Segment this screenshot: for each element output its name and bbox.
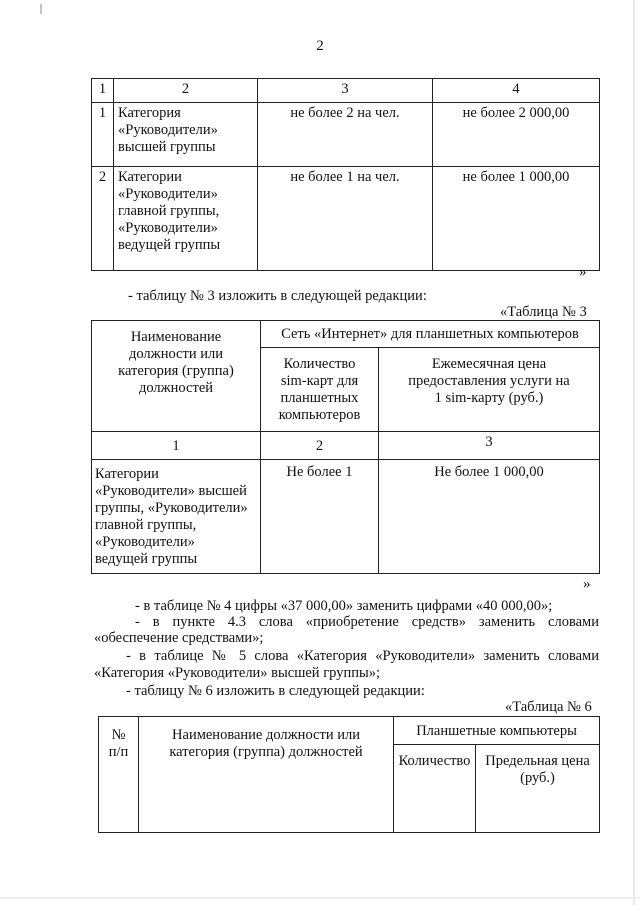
category-cell [114, 167, 258, 271]
table-6 [98, 716, 600, 833]
table-row [92, 460, 600, 574]
header-line: № [111, 727, 126, 743]
category-line: ведущей группы [95, 551, 198, 567]
header-cell: 4 [433, 79, 600, 103]
column-number: 3 [379, 432, 600, 460]
paragraph-line: «Категория «Руководители» высшей группы»; [94, 665, 380, 681]
table-row [92, 321, 600, 348]
header-cell: 3 [258, 79, 433, 103]
header-cell: 2 [114, 79, 258, 103]
header-line: компьютеров [278, 407, 361, 423]
price-cell: Не более 1 000,00 [379, 460, 600, 574]
header-line: должностей [138, 380, 214, 396]
group-header: Планшетные компьютеры [394, 717, 600, 745]
header-line: планшетных [280, 390, 359, 406]
category-line: «Руководители» [95, 534, 195, 550]
category-line: Категория [118, 105, 181, 121]
category-cell [114, 103, 258, 167]
column-header [379, 348, 600, 432]
table-row [92, 167, 600, 271]
category-line: Категории [118, 169, 182, 185]
header-line: Количество [283, 356, 356, 372]
column-header [99, 717, 139, 833]
column-header: Количество [394, 745, 476, 833]
category-cell [92, 460, 261, 574]
paragraph-line: «обеспечение средствами»; [94, 630, 264, 646]
table-row [92, 432, 600, 460]
category-line: группы, «Руководители» [95, 500, 248, 516]
header-line: Наименование [130, 329, 222, 345]
category-line: «Руководители» [118, 122, 218, 138]
column-number: 1 [92, 432, 261, 460]
quantity-cell: не более 2 на чел. [258, 103, 433, 167]
table-row [92, 103, 600, 167]
paragraph-line: - в таблице № 4 цифры «37 000,00» заменить цифрами «40 000,00»; [135, 598, 553, 614]
header-cell: 1 [92, 79, 114, 103]
column-number: 2 [261, 432, 379, 460]
page-number: 2 [316, 38, 324, 54]
group-header: Сеть «Интернет» для планшетных компьютеров [261, 321, 600, 348]
header-line: sim-карт для [280, 373, 359, 389]
table-row [92, 79, 600, 103]
category-line: «Руководители» высшей [95, 483, 247, 499]
table-caption: «Таблица № 3 [500, 304, 587, 320]
category-line: «Руководители» [118, 220, 218, 236]
column-header [139, 717, 394, 833]
header-line: Предельная цена [485, 753, 590, 769]
category-line: главной группы, [118, 203, 220, 219]
header-line: категория (группа) [118, 363, 234, 379]
header-line: Наименование должности или [172, 727, 360, 743]
closing-quote: » [579, 264, 587, 280]
header-line: Ежемесячная цена [431, 356, 547, 372]
row-number: 1 [92, 103, 114, 167]
price-cell: не более 1 000,00 [433, 167, 600, 271]
header-line: должности или [129, 346, 223, 362]
paragraph-line: - в таблице № 5 слова «Категория «Руководители» заменить словами [126, 648, 599, 664]
table-caption: «Таблица № 6 [505, 699, 592, 715]
table-2-continuation [91, 78, 600, 271]
category-line: Категории [95, 466, 159, 482]
category-line: главной группы, [95, 517, 197, 533]
category-line: «Руководители» [118, 186, 218, 202]
category-line: высшей группы [118, 139, 216, 155]
table-3 [91, 320, 600, 574]
column-header [92, 321, 261, 432]
closing-quote: » [583, 576, 591, 592]
paragraph-line: - в пункте 4.3 слова «приобретение средств» заменить словами [135, 614, 599, 630]
header-line: категория (группа) должностей [169, 744, 363, 760]
column-header [261, 348, 379, 432]
column-header [476, 745, 600, 833]
paragraph-line: - таблицу № 6 изложить в следующей редакции: [126, 683, 425, 699]
quantity-cell: Не более 1 [261, 460, 379, 574]
header-line: 1 sim-карту (руб.) [434, 390, 544, 406]
quantity-cell: не более 1 на чел. [258, 167, 433, 271]
category-line: ведущей группы [118, 237, 221, 253]
row-number: 2 [92, 167, 114, 271]
header-line: п/п [108, 744, 129, 760]
header-line: (руб.) [520, 770, 555, 786]
instruction-text: - таблицу № 3 изложить в следующей редакции: [128, 288, 427, 304]
price-cell: не более 2 000,00 [433, 103, 600, 167]
header-line: предоставления услуги на [408, 373, 570, 389]
table-row [99, 717, 600, 745]
